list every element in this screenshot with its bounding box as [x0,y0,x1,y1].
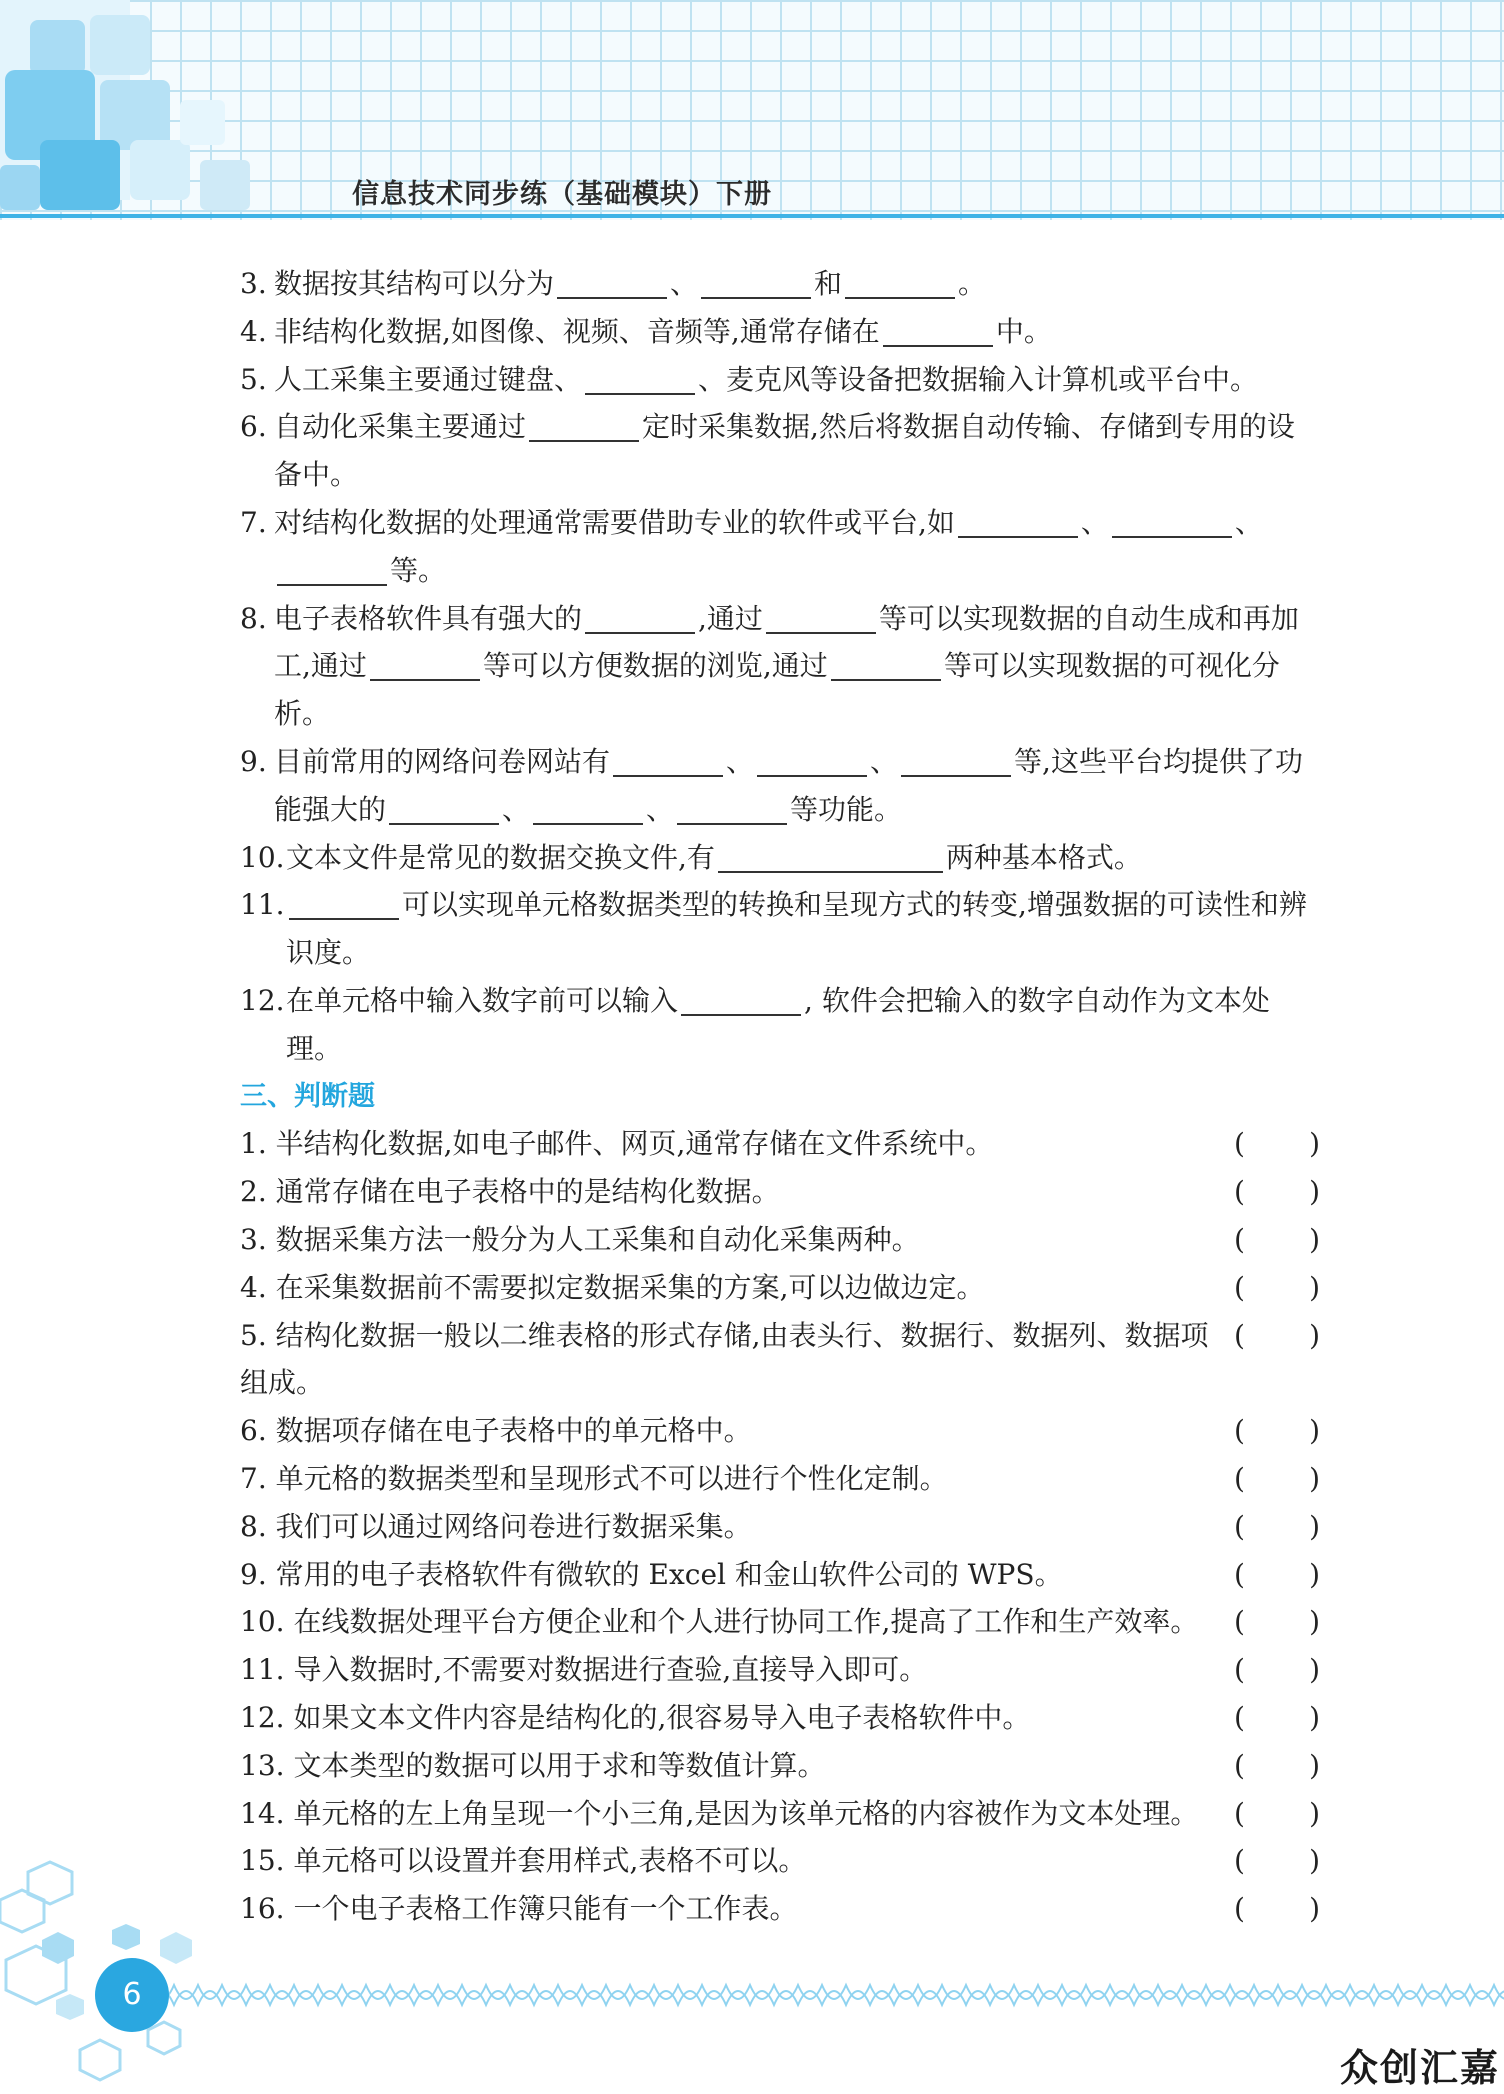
decorative-wave-border [150,1973,1504,2017]
answer-parentheses[interactable] [1234,1455,1320,1503]
page-header [0,0,1504,220]
fill-question [240,308,1320,356]
judgment-question [240,1455,1320,1503]
paren-close: ) [1309,1796,1320,1830]
paren-close: ) [1309,1844,1320,1878]
paren-open: ( [1234,1270,1245,1304]
fill-question [240,499,1320,595]
question-text: 单元格的左上角呈现一个小三角,是因为该单元格的内容被作为文本处理。 [293,1796,1199,1830]
question-text: 一个电子表格工作簿只能有一个工作表。 [293,1892,798,1926]
question-text: 目前常用的网络问卷网站有 [274,744,611,778]
answer-blank[interactable] [701,267,811,299]
answer-parentheses[interactable] [1234,1646,1320,1694]
answer-blank[interactable] [901,745,1011,777]
question-number: 3. [240,1222,267,1256]
question-number: 12. [240,1700,285,1734]
paren-open: ( [1234,1509,1245,1543]
paren-open: ( [1234,1844,1245,1878]
question-number: 4. [240,314,267,348]
question-text: 等可以方便数据的浏览,通过 [482,649,828,683]
question-number: 15. [240,1844,285,1878]
answer-blank[interactable] [533,793,643,825]
question-text: 等可以实现数据的可视化分析。 [274,649,1280,731]
paren-close: ) [1309,1605,1320,1639]
judgment-question [240,1503,1320,1551]
question-text: 自动化采集主要通过 [274,410,527,444]
question-text: ,通过 [698,601,763,635]
fill-question [240,403,1320,499]
answer-blank[interactable] [585,363,695,395]
paren-close: ) [1309,1222,1320,1256]
answer-blank[interactable] [289,888,399,920]
answer-blank[interactable] [529,410,639,442]
paren-close: ) [1309,1509,1320,1543]
judgment-question [240,1837,1320,1885]
judgment-question [240,1742,1320,1790]
answer-parentheses[interactable] [1234,1120,1320,1168]
answer-blank[interactable] [1112,506,1232,538]
watermark-text: 众创汇嘉 [1339,2046,1500,2090]
answer-parentheses[interactable] [1234,1790,1320,1838]
answer-parentheses[interactable] [1234,1837,1320,1885]
question-text: 半结构化数据,如电子邮件、网页,通常存储在文件系统中。 [275,1127,994,1161]
question-number: 14. [240,1796,285,1830]
question-number: 4. [240,1270,267,1304]
judgment-question [240,1264,1320,1312]
question-text: 数据采集方法一般分为人工采集和自动化采集两种。 [275,1222,920,1256]
question-text: 、 [502,792,531,826]
question-text: 对结构化数据的处理通常需要借助专业的软件或平台,如 [274,505,955,539]
judgment-question [240,1646,1320,1694]
question-number: 9. [240,744,267,778]
judgment-question [240,1885,1320,1933]
answer-blank[interactable] [277,554,387,586]
paren-close: ) [1309,1461,1320,1495]
question-number: 11. [240,1653,285,1687]
question-text: 、 [1080,505,1109,539]
paren-open: ( [1234,1127,1245,1161]
question-text: 常用的电子表格软件有微软的 Excel 和金山软件公司的 WPS。 [275,1557,1063,1591]
answer-parentheses[interactable] [1234,1551,1320,1599]
answer-blank[interactable] [557,267,667,299]
paren-close: ) [1309,1700,1320,1734]
judgment-question [240,1407,1320,1455]
question-text: 如果文本文件内容是结构化的,很容易导入电子表格软件中。 [293,1700,1031,1734]
judgment-question [240,1120,1320,1168]
fill-question [240,977,1320,1073]
section-title-judgment: 三、判断题 [240,1080,375,1112]
question-number: 6. [240,410,267,444]
question-number: 7. [240,1461,267,1495]
question-number: 5. [240,362,267,396]
answer-parentheses[interactable] [1234,1694,1320,1742]
paren-close: ) [1309,1892,1320,1926]
question-text: 、 [726,744,755,778]
question-text: 两种基本格式。 [945,840,1142,874]
question-text: 、 [646,792,675,826]
question-text: 。 [958,267,987,300]
question-text: 非结构化数据,如图像、视频、音频等,通常存储在 [274,314,880,348]
answer-parentheses[interactable] [1234,1742,1320,1790]
question-number: 8. [240,601,267,635]
question-number: 1. [240,1127,267,1161]
question-number: 16. [240,1892,285,1926]
paren-close: ) [1309,1414,1320,1448]
question-number: 10. [240,1605,285,1639]
question-text: 在单元格中输入数字前可以输入 [286,983,679,1017]
question-text: 等功能。 [790,792,903,826]
judgment-question [240,1790,1320,1838]
answer-blank[interactable] [766,602,876,634]
paren-close: ) [1309,1318,1320,1352]
answer-blank[interactable] [718,841,943,873]
answer-parentheses[interactable] [1234,1168,1320,1216]
judgment-question [240,1694,1320,1742]
fill-question [240,356,1320,404]
question-number: 9. [240,1557,267,1591]
question-text: 和 [814,267,843,300]
question-text: 电子表格软件具有强大的 [274,601,583,635]
judgment-question [240,1168,1320,1216]
paren-open: ( [1234,1557,1245,1591]
judgment-question [240,1598,1320,1646]
fill-question [240,881,1320,977]
true-false-questions [240,1120,1320,1933]
paren-close: ) [1309,1175,1320,1209]
paren-open: ( [1234,1414,1245,1448]
question-text: 等。 [390,553,447,587]
question-number: 8. [240,1509,267,1543]
judgment-question [240,1312,1320,1408]
paren-open: ( [1234,1222,1245,1256]
question-number: 6. [240,1414,267,1448]
question-text: 数据按其结构可以分为 [274,267,555,300]
question-text: 在线数据处理平台方便企业和个人进行协同工作,提高了工作和生产效率。 [293,1605,1199,1639]
answer-blank[interactable] [757,745,867,777]
paren-open: ( [1234,1175,1245,1209]
question-text: 可以实现单元格数据类型的转换和呈现方式的转变,增强数据的可读性和辨识度。 [286,888,1307,970]
answer-blank[interactable] [681,984,801,1016]
question-number: 2. [240,1175,267,1209]
question-text: 结构化数据一般以二维表格的形式存储,由表头行、数据行、数据列、数据项组成。 [240,1318,1209,1400]
answer-parentheses[interactable] [1234,1885,1320,1933]
paren-close: ) [1309,1270,1320,1304]
question-text: 文本类型的数据可以用于求和等数值计算。 [293,1748,826,1782]
answer-blank[interactable] [845,267,955,299]
judgment-question [240,1551,1320,1599]
paren-open: ( [1234,1653,1245,1687]
paren-close: ) [1309,1653,1320,1687]
paren-open: ( [1234,1700,1245,1734]
question-text: 通常存储在电子表格中的是结构化数据。 [275,1175,780,1209]
answer-blank[interactable] [677,793,787,825]
fill-question [240,738,1320,834]
question-text: 单元格可以设置并套用样式,表格不可以。 [293,1844,807,1878]
question-text: 数据项存储在电子表格中的单元格中。 [275,1414,752,1448]
fill-question [240,834,1320,882]
question-number: 7. [240,505,267,539]
paren-open: ( [1234,1318,1245,1352]
answer-blank[interactable] [585,602,695,634]
question-number: 12. [240,983,285,1017]
answer-parentheses[interactable] [1234,1503,1320,1551]
question-text: 、 [870,744,899,778]
answer-blank[interactable] [613,745,723,777]
question-text: 、 [670,267,699,300]
question-number: 5. [240,1318,267,1352]
fill-in-questions [240,260,1320,1073]
paren-open: ( [1234,1605,1245,1639]
paren-close: ) [1309,1557,1320,1591]
question-text: 等可以实现数据的自动生成和再加工,通过 [274,601,1299,683]
question-text: 定时采集数据,然后将数据自动传输、存储到专用的设备中。 [274,410,1295,492]
answer-parentheses[interactable] [1234,1312,1320,1360]
answer-parentheses[interactable] [1234,1264,1320,1312]
judgment-question [240,1216,1320,1264]
header-title: 信息技术同步练（基础模块）下册 [352,179,772,210]
question-text: , 软件会把输入的数字自动作为文本处理。 [286,983,1270,1065]
question-number: 13. [240,1748,285,1782]
question-text: 人工采集主要通过键盘、 [274,362,583,396]
paren-open: ( [1234,1748,1245,1782]
question-number: 10. [240,840,285,874]
paren-open: ( [1234,1461,1245,1495]
question-text: 、麦克风等设备把数据输入计算机或平台中。 [698,362,1259,396]
answer-parentheses[interactable] [1234,1216,1320,1264]
header-divider [0,214,1504,218]
decorative-blocks [0,0,340,220]
answer-parentheses[interactable] [1234,1598,1320,1646]
answer-blank[interactable] [370,649,480,681]
question-number: 3. [240,267,267,300]
fill-question [240,260,1320,308]
fill-question [240,595,1320,738]
question-text: 、 [1234,505,1263,539]
question-text: 我们可以通过网络问卷进行数据采集。 [275,1509,752,1543]
page-content [240,260,1320,1933]
question-text: 导入数据时,不需要对数据进行查验,直接导入即可。 [293,1653,928,1687]
answer-blank[interactable] [389,793,499,825]
question-text: 单元格的数据类型和呈现形式不可以进行个性化定制。 [275,1461,948,1495]
answer-blank[interactable] [831,649,941,681]
question-text: 文本文件是常见的数据交换文件,有 [286,840,715,874]
paren-open: ( [1234,1796,1245,1830]
paren-close: ) [1309,1748,1320,1782]
question-number: 11. [240,888,285,922]
answer-parentheses[interactable] [1234,1407,1320,1455]
question-text: 在采集数据前不需要拟定数据采集的方案,可以边做边定。 [275,1270,985,1304]
paren-close: ) [1309,1127,1320,1161]
page-number: 6 [95,1958,169,2032]
question-text: 中。 [995,314,1052,348]
question-text: 等,这些平台均提供了功能强大的 [274,744,1303,826]
paren-open: ( [1234,1892,1245,1926]
answer-blank[interactable] [958,506,1078,538]
answer-blank[interactable] [883,315,993,347]
